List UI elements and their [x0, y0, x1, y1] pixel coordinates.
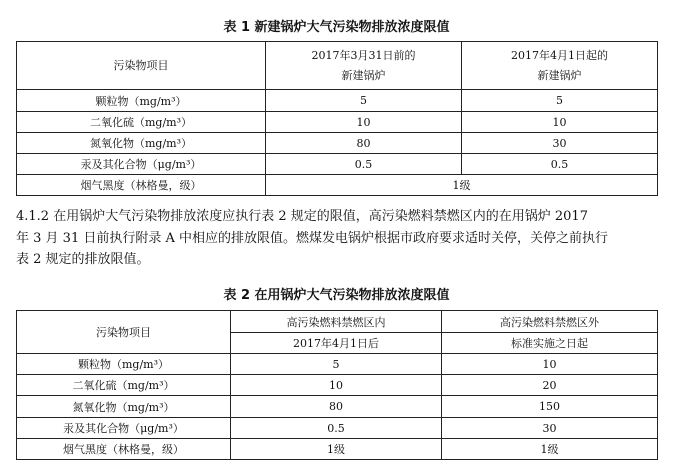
table1-header-col1-line1: 2017年3月31日前的 [311, 48, 416, 62]
table1-caption: 表 1 新建锅炉大气污染物排放浓度限值 [223, 20, 450, 35]
limit-value: 20 [442, 375, 658, 396]
table-row [17, 90, 658, 112]
table2-caption: 表 2 在用锅炉大气污染物排放浓度限值 [223, 288, 450, 303]
pollutant-name: 汞及其化合物（μg/m³） [17, 418, 231, 439]
pollutant-name: 颗粒物（mg/m³） [17, 354, 231, 375]
table-row [17, 439, 658, 460]
table1-header-col2-line2: 新建锅炉 [537, 68, 582, 82]
table-row [17, 154, 658, 175]
limit-value: 5 [231, 354, 442, 375]
paragraph-line: 年 3 月 31 日前执行附录 A 中相应的排放限值。燃煤发电锅炉根据市政府要求适时关停，关停之前执行 [16, 230, 608, 246]
pollutant-name: 氮氧化物（mg/m³） [17, 396, 231, 418]
limit-value: 80 [266, 133, 462, 154]
table-row [17, 112, 658, 133]
pollutant-name: 烟气黑度（林格曼，级） [17, 439, 231, 460]
limit-value-merged: 1级 [266, 175, 658, 196]
table-row [17, 418, 658, 439]
paragraph-line: 4.1.2 在用锅炉大气污染物排放浓度应执行表 2 规定的限值，高污染燃料禁燃区内的在用锅炉 2017 [16, 209, 588, 224]
pollutant-name: 二氧化硫（mg/m³） [17, 112, 266, 133]
table-row [17, 375, 658, 396]
limit-value: 10 [266, 112, 462, 133]
table-row [17, 354, 658, 375]
limit-value: 5 [462, 90, 658, 112]
pollutant-name: 颗粒物（mg/m³） [17, 90, 266, 112]
table1-header-col2 [462, 42, 658, 90]
limit-value: 30 [462, 133, 658, 154]
table2-header-col1-line2: 2017年4月1日后 [231, 333, 442, 354]
body-paragraph [16, 206, 656, 271]
table1-header-item: 污染物项目 [17, 42, 266, 90]
table1-header-col1 [266, 42, 462, 90]
table2-header-col2-line2: 标准实施之日起 [442, 333, 658, 354]
table-row [17, 133, 658, 154]
table1 [16, 41, 658, 196]
limit-value: 10 [462, 112, 658, 133]
limit-value: 10 [231, 375, 442, 396]
limit-value: 150 [442, 396, 658, 418]
limit-value: 1级 [442, 439, 658, 460]
clipped-previous-text [100, 0, 430, 2]
limit-value: 10 [442, 354, 658, 375]
table-row [17, 396, 658, 418]
pollutant-name: 二氧化硫（mg/m³） [17, 375, 231, 396]
limit-value: 0.5 [231, 418, 442, 439]
limit-value: 0.5 [266, 154, 462, 175]
limit-value: 5 [266, 90, 462, 112]
table2-header-item: 污染物项目 [17, 311, 231, 354]
table2-header-col2-line1: 高污染燃料禁燃区外 [442, 311, 658, 333]
paragraph-line: 表 2 规定的排放限值。 [16, 252, 150, 267]
pollutant-name: 氮氧化物（mg/m³） [17, 133, 266, 154]
limit-value: 1级 [231, 439, 442, 460]
table1-header-col2-line1: 2017年4月1日起的 [511, 48, 608, 62]
table2 [16, 310, 658, 460]
table-row [17, 175, 658, 196]
pollutant-name: 汞及其化合物（μg/m³） [17, 154, 266, 175]
limit-value: 0.5 [462, 154, 658, 175]
limit-value: 30 [442, 418, 658, 439]
table1-header-col1-line2: 新建锅炉 [341, 68, 386, 82]
table2-header-col1-line1: 高污染燃料禁燃区内 [231, 311, 442, 333]
pollutant-name: 烟气黑度（林格曼，级） [17, 175, 266, 196]
limit-value: 80 [231, 396, 442, 418]
